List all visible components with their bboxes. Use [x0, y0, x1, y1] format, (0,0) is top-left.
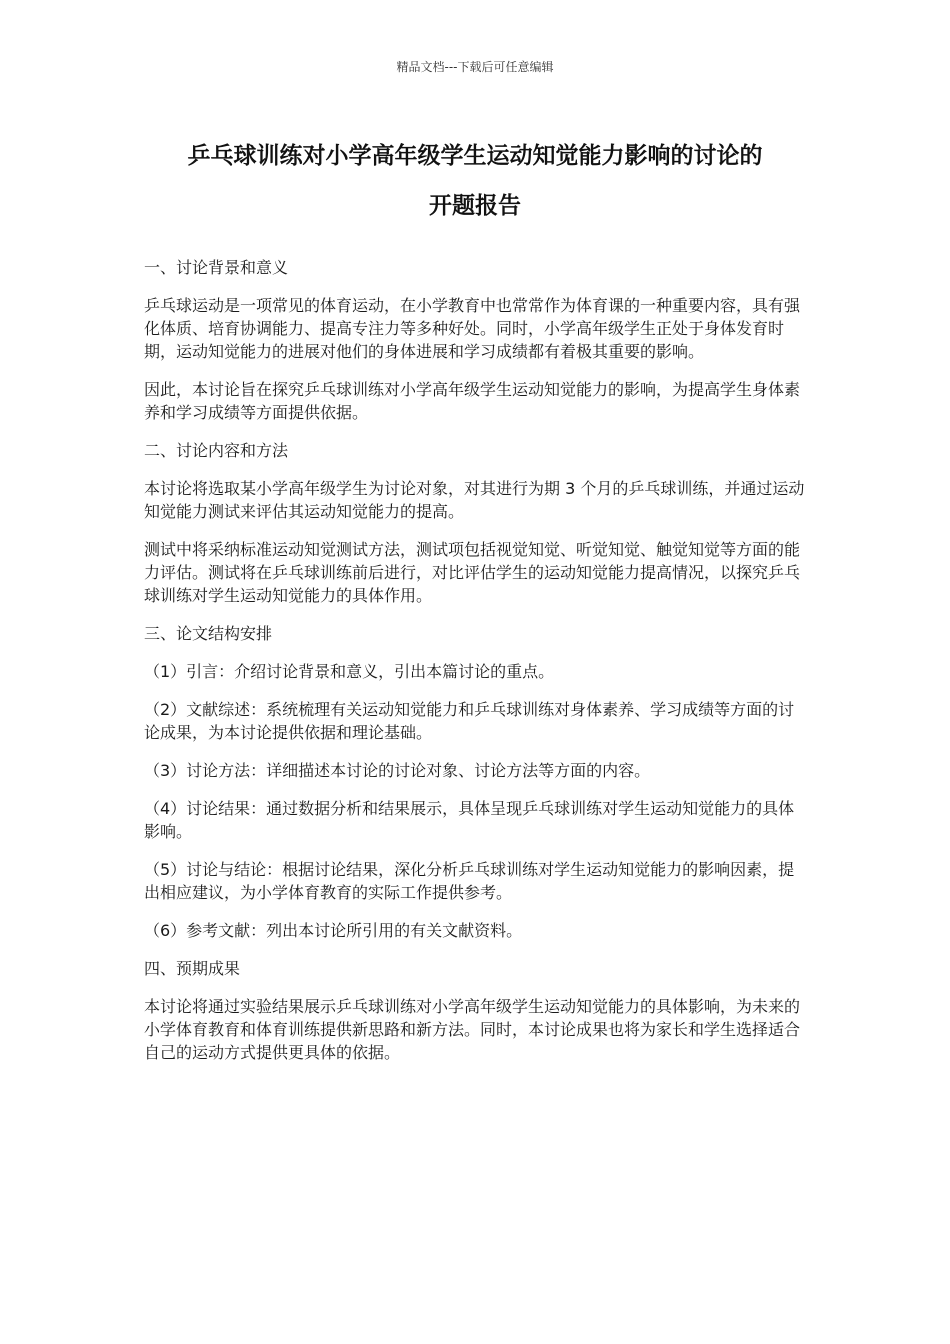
- structure-item: （1）引言：介绍讨论背景和意义，引出本篇讨论的重点。: [144, 662, 555, 681]
- section-heading-structure: 三、论文结构安排: [144, 624, 273, 643]
- document-body: [144, 256, 809, 1079]
- paragraph: 因此，本讨论旨在探究乒乓球训练对小学高年级学生运动知觉能力的影响，为提高学生身体素养和学习成绩等方面提供依据。: [144, 380, 801, 422]
- paragraph: 本讨论将通过实验结果展示乒乓球训练对小学高年级学生运动知觉能力的具体影响，为未来的小学体育教育和体育训练提供新思路和新方法。同时，本讨论成果也将为家长和学生选择适合自己的运动方式提供更具体的依据。: [144, 997, 801, 1062]
- structure-item: （4）讨论结果：通过数据分析和结果展示，具体呈现乒乓球训练对学生运动知觉能力的具体影响。: [144, 799, 795, 841]
- paragraph: 乒乓球运动是一项常见的体育运动，在小学教育中也常常作为体育课的一种重要内容，具有强化体质、培育协调能力、提高专注力等多种好处。同时，小学高年级学生正处于身体发育时期，运动知觉能力的进展对他们的身体进展和学习成绩都有着极其重要的影响。: [144, 296, 801, 361]
- structure-item: （5）讨论与结论：根据讨论结果，深化分析乒乓球训练对学生运动知觉能力的影响因素，提出相应建议，为小学体育教育的实际工作提供参考。: [144, 860, 795, 902]
- header-note: 精品文档---下载后可任意编辑: [396, 60, 554, 74]
- section-heading-expected-results: 四、预期成果: [144, 959, 241, 978]
- structure-item: （6）参考文献：列出本讨论所引用的有关文献资料。: [144, 921, 523, 940]
- paragraph: 测试中将采纳标准运动知觉测试方法，测试项包括视觉知觉、听觉知觉、触觉知觉等方面的能力评估。测试将在乒乓球训练前后进行，对比评估学生的运动知觉能力提高情况，以探究乒乓球训练对学生运动知觉能力的具体作用。: [144, 540, 801, 605]
- structure-item: （3）讨论方法：详细描述本讨论的讨论对象、讨论方法等方面的内容。: [144, 761, 651, 780]
- structure-item: （2）文献综述：系统梳理有关运动知觉能力和乒乓球训练对身体素养、学习成绩等方面的讨论成果，为本讨论提供依据和理论基础。: [144, 700, 795, 742]
- document-title-line-1: 乒乓球训练对小学高年级学生运动知觉能力影响的讨论的: [187, 143, 763, 169]
- section-heading-background: 一、讨论背景和意义: [144, 258, 289, 277]
- section-heading-content-method: 二、讨论内容和方法: [144, 441, 289, 460]
- document-title-line-2: 开题报告: [429, 193, 521, 219]
- paragraph: 本讨论将选取某小学高年级学生为讨论对象，对其进行为期 3 个月的乒乓球训练，并通过运动知觉能力测试来评估其运动知觉能力的提高。: [144, 479, 805, 521]
